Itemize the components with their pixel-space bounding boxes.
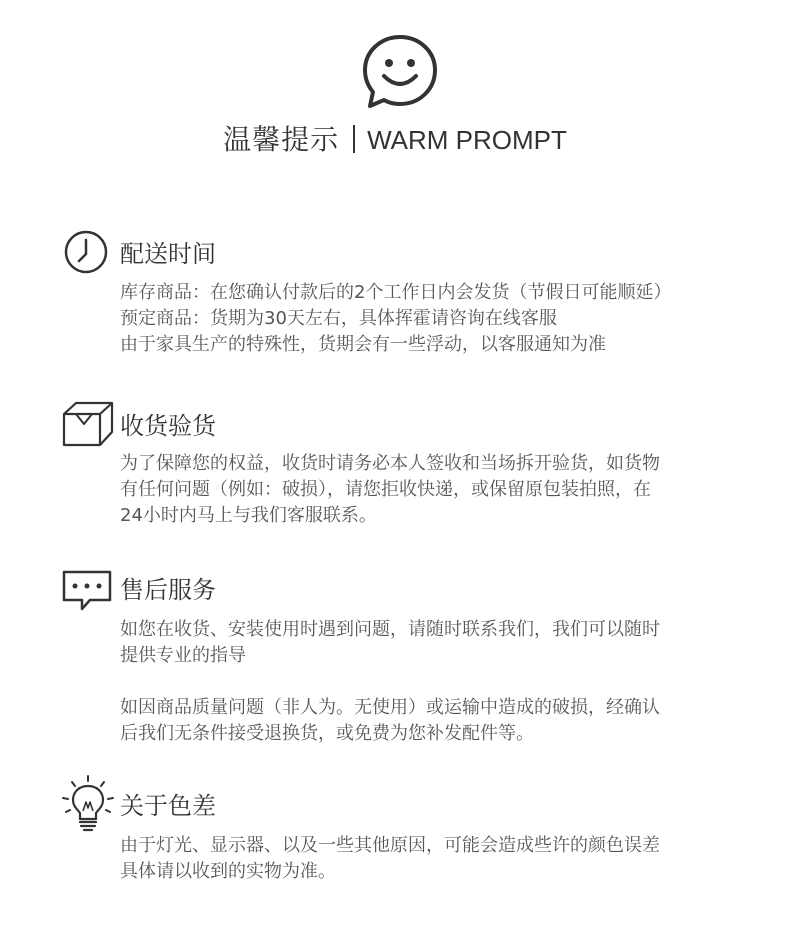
text-line: 如因商品质量问题（非人为。无使用）或运输中造成的破损，经确认 (120, 697, 660, 718)
section-title-receiving: 收货验货 (120, 412, 216, 440)
section-body-delivery (120, 280, 740, 358)
section-body-color-difference (120, 833, 740, 885)
text-line: 如您在收货、安装使用时遇到问题，请随时联系我们，我们可以随时 (120, 619, 660, 640)
section-title-after-sales: 售后服务 (120, 576, 216, 604)
section-body-receiving (120, 451, 740, 529)
section-title-color-difference: 关于色差 (120, 792, 216, 820)
smiley-speech-bubble-icon (360, 32, 440, 112)
text-line: 24小时内马上与我们客服联系。 (120, 505, 377, 526)
text-line: 提供专业的指导 (120, 645, 246, 666)
text-line: 为了保障您的权益，收货时请务必本人签收和当场拆开验货，如货物 (120, 453, 660, 474)
text-line: 有任何问题（例如：破损），请您拒收快递，或保留原包装拍照，在 (120, 479, 651, 500)
text-line: 后我们无条件接受退换货，或免费为您补发配件等。 (120, 723, 534, 744)
text-line: 由于家具生产的特殊性，货期会有一些浮动，以客服通知为准 (120, 334, 606, 355)
chat-bubble-icon (60, 566, 116, 616)
lightbulb-icon (60, 774, 116, 838)
section-body-after-sales (120, 617, 740, 747)
text-line: 预定商品：货期为30天左右，具体挥霍请咨询在线客服 (120, 308, 557, 329)
text-line: 具体请以收到的实物为准。 (120, 861, 336, 882)
clock-icon (60, 228, 116, 278)
page-title (0, 120, 790, 161)
page-title-en: WARM PROMPT (367, 125, 567, 155)
page-title-cn: 温馨提示 (223, 123, 340, 156)
text-line: 库存商品：在您确认付款后的2个工作日内会发货（节假日可能顺延） (120, 282, 672, 303)
box-icon (60, 400, 116, 450)
text-line: 由于灯光、显示器、以及一些其他原因，可能会造成些许的颜色误差 (120, 835, 660, 856)
paragraph-gap (120, 669, 740, 695)
title-divider (353, 125, 355, 153)
section-title-delivery: 配送时间 (120, 240, 216, 268)
